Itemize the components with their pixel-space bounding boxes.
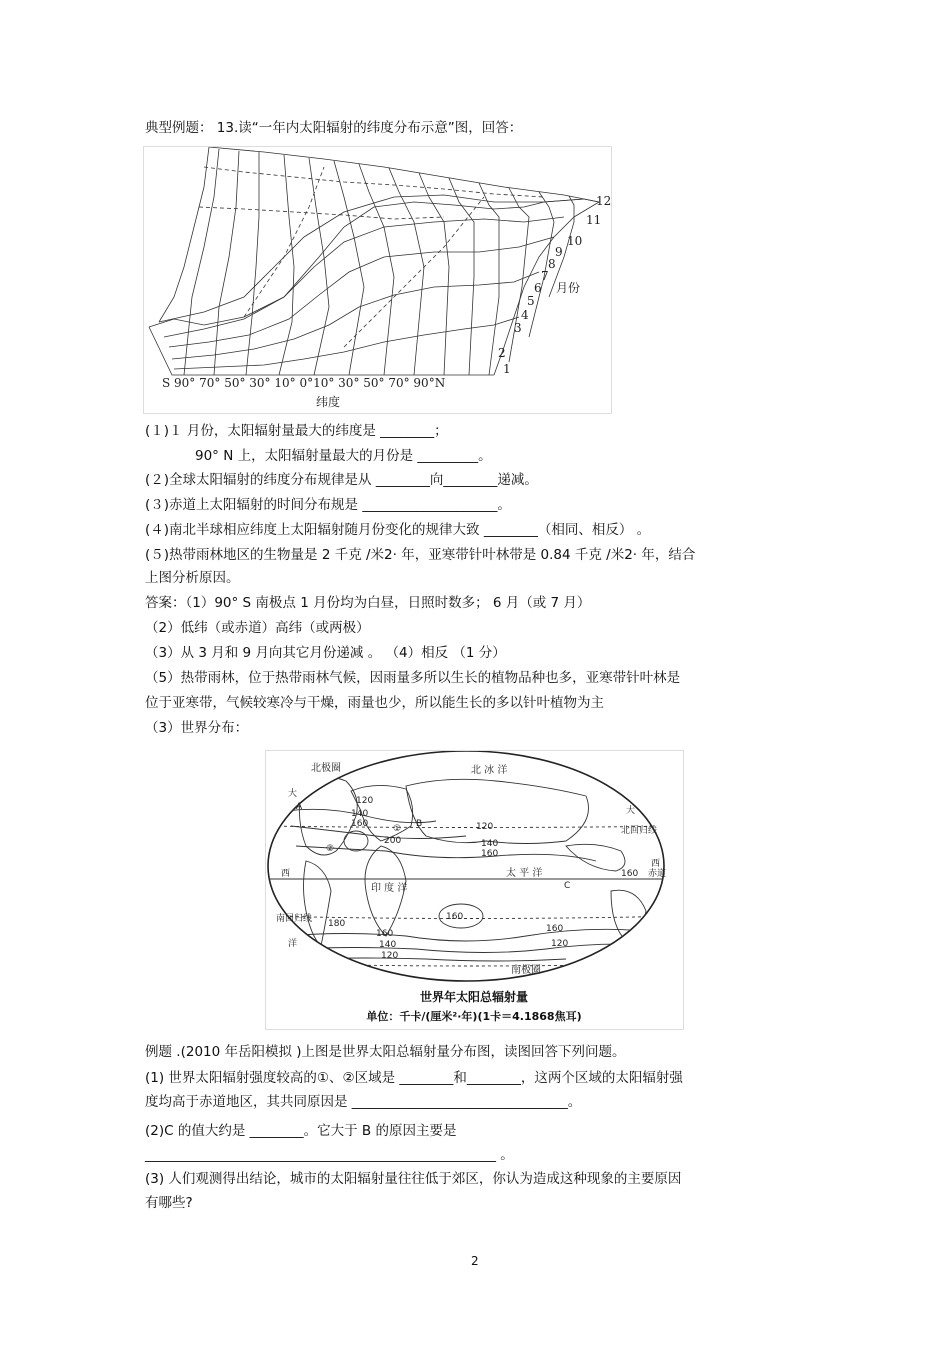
isoline-label: 120 [551, 939, 569, 949]
north-polar-label: 北极圈 [311, 763, 341, 774]
month-tick: 5 [527, 294, 535, 308]
month-tick: 12 [596, 194, 611, 208]
circle-1-label: ① [393, 824, 402, 834]
example-q1a: (1) 世界太阳辐射强度较高的①、②区域是 ________和________，这两个区域的太阳辐射强 [145, 1070, 683, 1086]
answer-2: （2）低纬（或赤道）高纬（或两极） [145, 620, 370, 636]
south-polar-label: 南极圈 [511, 965, 541, 976]
isoline-label: 160 [481, 849, 499, 859]
example-q2b: ____________________________________________________ 。 [145, 1147, 514, 1163]
month-axis-label: 月份 [556, 281, 581, 295]
answer-5b: 位于亚寒带，气候较寒冷与干燥，雨量也少，所以能生长的多以针叶植物为主 [145, 695, 604, 711]
isoline-label: 160 [546, 924, 564, 934]
map-border [268, 751, 667, 981]
isoline-label: 200 [384, 836, 402, 846]
question-1b: 90° N 上，太阳辐射量最大的月份是 _________。 [195, 448, 492, 464]
latitude-axis-label: 纬度 [316, 395, 341, 409]
month-tick: 8 [548, 257, 556, 271]
radiation-surface-svg [144, 147, 611, 413]
indian-ocean-label: 印 度 洋 [371, 883, 408, 894]
isoline-label: 120 [381, 951, 399, 961]
month-tick: 2 [498, 346, 506, 360]
answer-1: 答案：（1）90° S 南极点 1 月份均为白昼，日照时数多； 6 月（或 7 月） [145, 595, 591, 611]
month-tick: 3 [514, 321, 522, 335]
month-tick: 7 [541, 269, 549, 283]
pacific-ocean-label: 太 平 洋 [506, 868, 543, 879]
month-tick: 1 [503, 362, 511, 376]
example-intro: 例题 .(2010 年岳阳模拟 )上图是世界太阳总辐射量分布图，读图回答下列问题。 [145, 1044, 626, 1060]
region-b-label: B [416, 819, 423, 829]
yang-label: 洋 [288, 939, 298, 949]
west-right-label: 西 [651, 859, 661, 869]
isoline-label: 160 [446, 912, 464, 922]
da-right-label: 大 [626, 806, 636, 816]
month-tick: 10 [567, 234, 583, 248]
example-q3a: (3) 人们观测得出结论，城市的太阳辐射量往往低于郊区，你认为造成这种现象的主要原因 [145, 1171, 682, 1187]
isoline-label: 120 [356, 796, 374, 806]
month-tick: 6 [534, 281, 542, 295]
example-q3b: 有哪些? [145, 1195, 193, 1211]
tropic-n-label: 北回归线 [621, 826, 658, 836]
month-tick: 11 [586, 213, 602, 227]
question-3: (３)赤道上太阳辐射的时间分布规是 ____________________。 [145, 497, 511, 513]
intro-line: 典型例题： 13.读“一年内太阳辐射的纬度分布示意”图，回答： [145, 120, 523, 136]
month-tick: 9 [555, 245, 563, 259]
month-tick: 4 [521, 308, 529, 322]
circle-2-label: ② [326, 844, 335, 854]
west-left-label: 西 [281, 869, 291, 879]
world-radiation-map [265, 750, 684, 1030]
region-c-label: C [564, 881, 571, 891]
isoline-label: 140 [351, 809, 369, 819]
region-a-label: A [296, 802, 303, 812]
isoline-label: 140 [481, 839, 499, 849]
equator-label: 赤道 [648, 869, 667, 879]
month-labels [162, 194, 611, 409]
isoline-label: 180 [328, 919, 346, 929]
latitude-ticks: S 90° 70° 50° 30° 10° 0°10° 30° 50° 70° 90°N [162, 376, 446, 390]
section-3-heading: （3）世界分布： [145, 720, 249, 736]
isoline-label: 160 [376, 929, 394, 939]
isoline-label: 140 [379, 940, 397, 950]
answer-5a: （5）热带雨林，位于热带雨林气候，因雨量多所以生长的植物品种也多，亚寒带针叶林是 [145, 670, 681, 686]
da-left-label: 大 [288, 789, 298, 799]
answer-3: （3）从 3 月和 9 月向其它月份递减 。 （4）相反 （1 分） [145, 645, 506, 661]
map-unit: 单位：千卡/(厘米²·年)(1卡＝4.1868焦耳) [366, 1010, 582, 1023]
question-4: (４)南北半球相应纬度上太阳辐射随月份变化的规律大致 ________（相同、相反） 。 [145, 522, 651, 538]
map-title: 世界年太阳总辐射量 [419, 990, 529, 1004]
arctic-ocean-label: 北 冰 洋 [471, 765, 508, 776]
page-number: 2 [471, 1254, 479, 1268]
isoline-label: 160 [621, 869, 639, 879]
example-q1b: 度均高于赤道地区，其共同原因是 ________________________________。 [145, 1094, 582, 1110]
example-q2a: (2)C 的值大约是 ________。它大于 B 的原因主要是 [145, 1123, 457, 1139]
question-5a: (５)热带雨林地区的生物量是 2 千克 /米2· 年，亚寒带针叶林带是 0.84 千克 /米2· 年，结合 [145, 547, 696, 563]
question-2: (２)全球太阳辐射的纬度分布规律是从 ________向________递减。 [145, 472, 538, 488]
question-5b: 上图分析原因。 [145, 570, 240, 586]
question-1a: (１)１ 月份，太阳辐射量最大的纬度是 ________； [145, 423, 448, 439]
map-labels [276, 761, 666, 976]
isoline-label: 120 [476, 822, 494, 832]
world-map-svg [266, 751, 683, 1029]
tropic-s-label: 南回归线 [276, 914, 313, 924]
surface-mesh [149, 147, 602, 375]
isoline-label: 160 [351, 819, 369, 829]
radiation-3d-figure [143, 146, 612, 414]
